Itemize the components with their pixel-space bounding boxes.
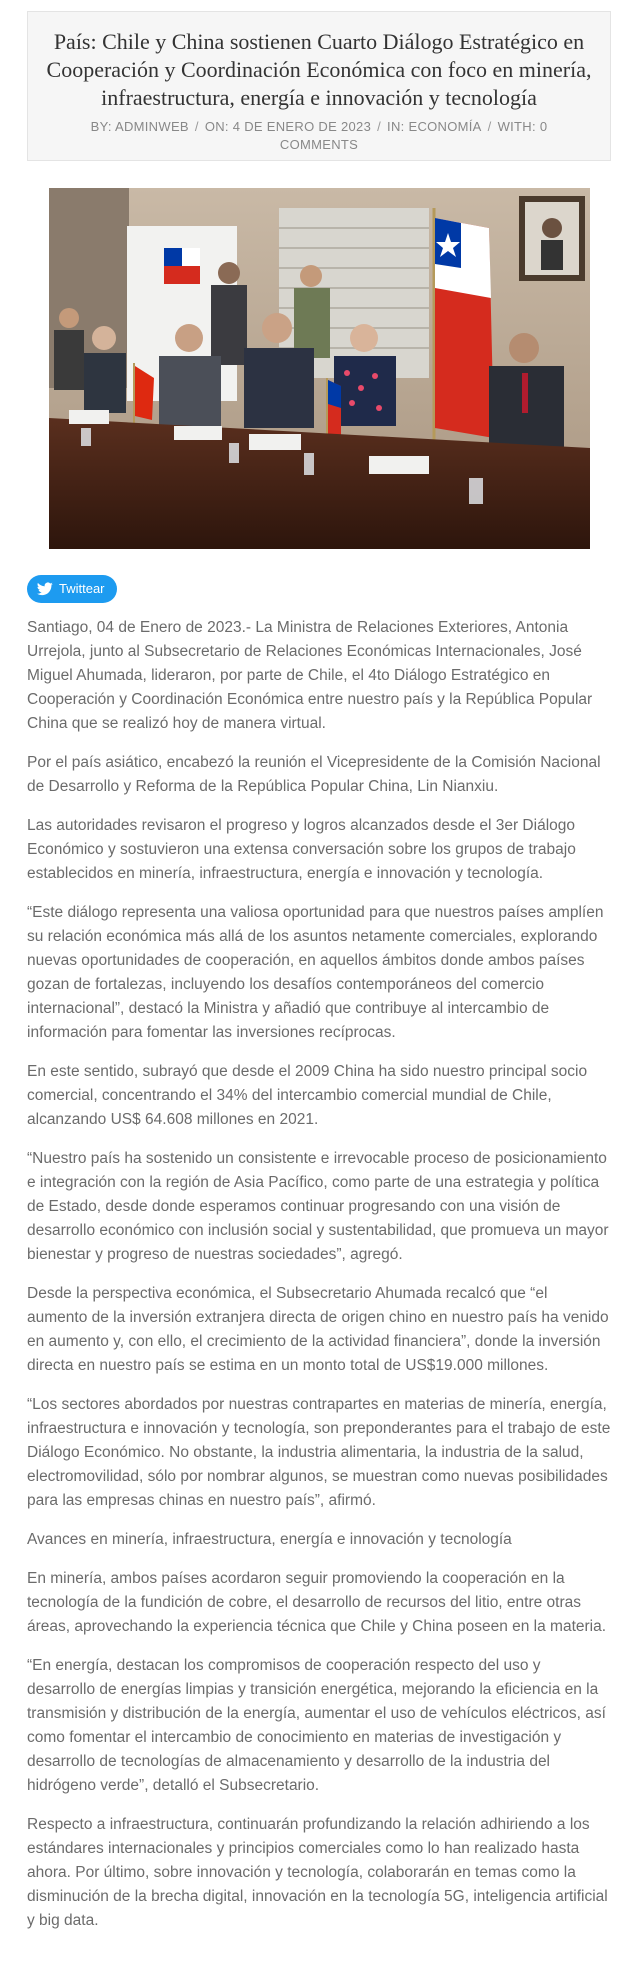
article-paragraph: “En energía, destacan los compromisos de cooperación respecto del uso y desarrollo de energías limpias y transición energética, mejorando la eficiencia en la transmisión y distribución de la energía, aumentar el uso de vehículos eléctricos, así como fomentar el intercambio de conocimiento en materias de investigación y desarrollo de tecnologías de almacenamiento y desarrollo de la industria del hidrógeno verde”, detalló el Subsecretario. (27, 1657, 606, 1794)
article-paragraph: En este sentido, subrayó que desde el 2009 China ha sido nuestro principal socio comercial, concentrando el 34% del intercambio comercial mundial de Chile, alcanzando US$ 64.608 millones en 2021. (27, 1063, 588, 1128)
twitter-bird-icon (37, 582, 53, 596)
post-meta (58, 118, 580, 154)
article-paragraph: “Este diálogo representa una valiosa oportunidad para que nuestros países amplíen su relación económica más allá de los asuntos netamente comerciales, explorando nuevas oportunidades de cooperación, en aquellos ámbitos donde ambos países gozan de fortalezas, incluyendo los desafíos contemporáneos del comercio internacional”, destacó la Ministra y añadió que contribuye al intercambio de información para fomentar las inversiones recíprocas. (27, 904, 604, 1041)
article-paragraph: Respecto a infraestructura, continuarán profundizando la relación adhiriendo a los estándares internacionales y principios comerciales como lo han realizado hasta ahora. Por último, sobre innovación y tecnología, colaborarán en temas como la disminución de la brecha digital, innovación en la tecnología 5G, inteligencia artificial y big data. (27, 1816, 608, 1929)
article-paragraph: “Los sectores abordados por nuestras contrapartes en materias de minería, energía, infraestructura e innovación y tecnología, son preponderantes para el trabajo de este Diálogo Económico. No obstante, la industria alimentaria, la industria de la salud, electromovilidad, sólo por nombrar algunos, se muestran como nuevas posibilidades para las empresas chinas en nuestro país”, afirmó. (27, 1396, 611, 1509)
twitter-share-button[interactable] (27, 575, 117, 603)
article-subheading: Avances en minería, infraestructura, energía e innovación y tecnología (27, 1531, 512, 1548)
featured-image (49, 188, 590, 549)
meta-in-label: IN: (387, 119, 405, 134)
article-paragraph: Desde la perspectiva económica, el Subsecretario Ahumada recalcó que “el aumento de la inversión extranjera directa de origen chino en nuestro país ha venido en aumento y, con ello, el crecimiento de la actividad financiera”, donde la inversión directa en nuestro país se estima en un monto total de US$19.000 millones. (27, 1285, 609, 1374)
article-paragraph: Por el país asiático, encabezó la reunión el Vicepresidente de la Comisión Nacional de Desarrollo y Reforma de la República Popular China, Lin Nianxiu. (27, 754, 601, 795)
article-paragraph: Santiago, 04 de Enero de 2023.- La Ministra de Relaciones Exteriores, Antonia Urrejola, junto al Subsecretario de Relaciones Económicas Internacionales, José Miguel Ahumada, lideraron, por parte de Chile, el 4to Diálogo Estratégico en Cooperación y Coordinación Económica entre nuestro país y la República Popular China que se realizó hoy de manera virtual. (27, 619, 593, 732)
article-paragraph: Las autoridades revisaron el progreso y logros alcanzados desde el 3er Diálogo Económico y sostuvieron una extensa conversación sobre los grupos de trabajo establecidos en minería, infraestructura, energía e innovación y tecnología. (27, 817, 576, 882)
article-paragraph: En minería, ambos países acordaron seguir promoviendo la cooperación en la tecnología de la fundición de cobre, el desarrollo de recursos del litio, entre otras áreas, aprovechando la experiencia técnica que Chile y China poseen en la materia. (27, 1570, 607, 1635)
meta-separator: / (487, 119, 492, 134)
meta-date-link[interactable]: 4 DE ENERO DE 2023 (232, 119, 372, 134)
meta-with-label: WITH: (497, 119, 536, 134)
meta-author-link[interactable]: ADMINWEB (114, 119, 189, 134)
meta-on-label: ON: (204, 119, 229, 134)
twitter-share-label: Twittear (59, 581, 105, 596)
meeting-photo-illustration (49, 188, 590, 549)
meta-separator: / (377, 119, 382, 134)
meta-separator: / (194, 119, 199, 134)
post-header (27, 11, 611, 161)
article-paragraph: “Nuestro país ha sostenido un consistente e irrevocable proceso de posicionamiento e integración con la región de Asia Pacífico, como parte de una estrategia y política de Estado, desde donde esperamos continuar progresando con una visión de desarrollo económico con inclusión social y sustentabilidad, que promueva un mayor bienestar y progreso de nuestras sociedades”, agregó. (27, 1150, 609, 1263)
meta-by-label: BY: (90, 119, 112, 134)
article-body (27, 616, 611, 1948)
meta-comments-link[interactable]: 0 COMMENTS (279, 119, 548, 152)
post-title: País: Chile y China sostienen Cuarto Diálogo Estratégico en Cooperación y Coordinación Económica con foco en minería, infraestructura, energía e innovación y tecnología (46, 29, 592, 110)
meta-category-link[interactable]: ECONOMÍA (408, 119, 482, 134)
